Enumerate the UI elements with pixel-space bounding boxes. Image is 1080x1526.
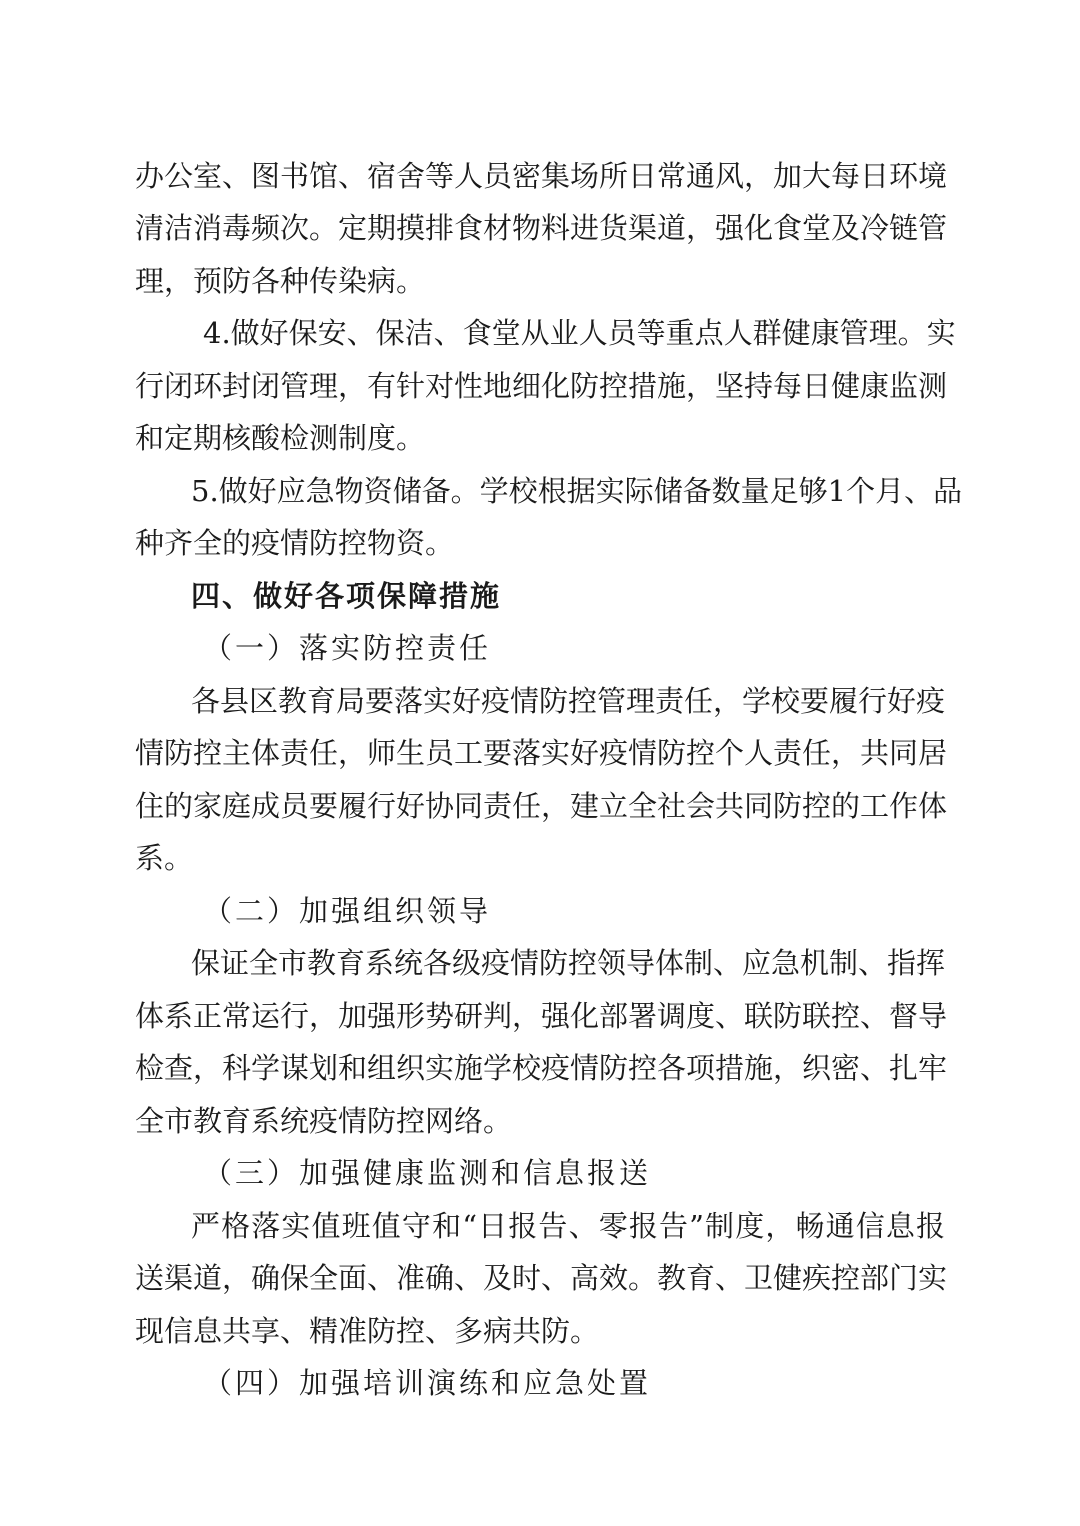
text-line: 清洁消毒频次。定期摸排食材物料进货渠道，强化食堂及冷链管 <box>135 211 948 245</box>
text-line: 行闭环封闭管理，有针对性地细化防控措施，坚持每日健康监测 <box>135 369 948 403</box>
section-heading: 四、做好各项保障措施 <box>191 579 502 613</box>
subsection-heading: （三）加强健康监测和信息报送 <box>203 1156 652 1190</box>
subsection-heading: （四）加强培训演练和应急处置 <box>203 1366 652 1400</box>
text-line: 现信息共享、精准防控、多病共防。 <box>135 1314 600 1348</box>
subsection-heading: （一）落实防控责任 <box>203 631 492 665</box>
text-line: 各县区教育局要落实好疫情防控管理责任，学校要履行好疫 <box>191 684 946 718</box>
text-line: 全市教育系统疫情防控网络。 <box>135 1104 513 1138</box>
text-line: 系。 <box>135 841 194 875</box>
text-line: 送渠道，确保全面、准确、及时、高效。教育、卫健疾控部门实 <box>135 1261 948 1295</box>
text-line: 保证全市教育系统各级疫情防控领导体制、应急机制、指挥 <box>191 946 946 980</box>
text-line: 种齐全的疫情防控物资。 <box>135 526 455 560</box>
text-line: 办公室、图书馆、宿舍等人员密集场所日常通风，加大每日环境 <box>135 159 948 193</box>
text-line: 5.做好应急物资储备。学校根据实际储备数量足够1个月、品 <box>191 474 963 508</box>
text-line: 4.做好保安、保洁、食堂从业人员等重点人群健康管理。实 <box>203 316 956 350</box>
subsection-heading: （二）加强组织领导 <box>203 894 492 928</box>
text-line: 和定期核酸检测制度。 <box>135 421 426 455</box>
text-line: 严格落实值班值守和“日报告、零报告”制度，畅通信息报 <box>191 1209 945 1243</box>
text-line: 理，预防各种传染病。 <box>135 264 426 298</box>
text-line: 住的家庭成员要履行好协同责任，建立全社会共同防控的工作体 <box>135 789 948 823</box>
text-line: 体系正常运行，加强形势研判，强化部署调度、联防联控、督导 <box>135 999 948 1033</box>
text-line: 情防控主体责任，师生员工要落实好疫情防控个人责任，共同居 <box>135 736 948 770</box>
text-line: 检查，科学谋划和组织实施学校疫情防控各项措施，织密、扎牢 <box>135 1051 948 1085</box>
